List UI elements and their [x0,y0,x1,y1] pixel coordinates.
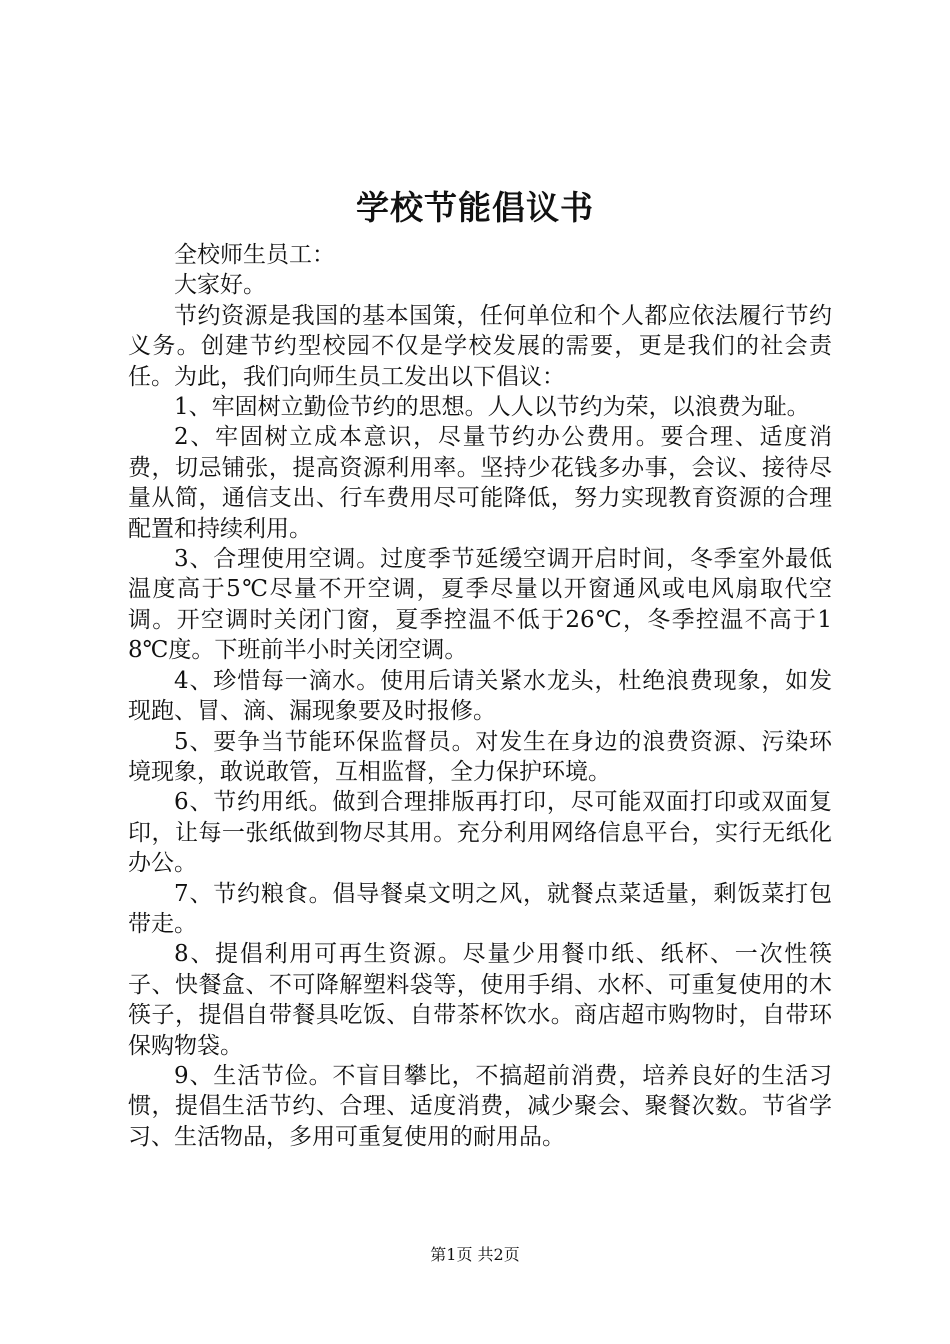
paragraph-item-8: 8、提倡利用可再生资源。尽量少用餐巾纸、纸杯、一次性筷子、快餐盒、不可降解塑料袋等，使用手绢、水杯、可重复使用的木筷子，提倡自带餐具吃饭、自带茶杯饮水。商店超市购物时，自带环保购物袋。 [128,941,832,1059]
paragraph-item-2: 2、牢固树立成本意识，尽量节约办公费用。要合理、适度消费，切忌铺张，提高资源利用率。坚持少花钱多办事，会议、接待尽量从简，通信支出、行车费用尽可能降低，努力实现教育资源的合理配置和持续利用。 [128,424,832,542]
paragraph-item-4: 4、珍惜每一滴水。使用后请关紧水龙头，杜绝浪费现象，如发现跑、冒、滴、漏现象要及时报修。 [128,667,832,725]
paragraph-item-9: 9、生活节俭。不盲目攀比，不搞超前消费，培养良好的生活习惯，提倡生活节约、合理、适度消费，减少聚会、聚餐次数。节省学习、生活物品，多用可重复使用的耐用品。 [128,1062,832,1150]
salutation: 全校师生员工： [174,242,335,268]
page-footer: 第1页 共2页 [430,1245,520,1264]
paragraph-item-7: 7、节约粮食。倡导餐桌文明之风，就餐点菜适量，剩饭菜打包带走。 [128,880,832,937]
document-body [128,240,832,1152]
greeting: 大家好。 [174,272,266,299]
paragraph-item-1: 1、牢固树立勤俭节约的思想。人人以节约为荣，以浪费为耻。 [174,394,810,421]
paragraph-item-5: 5、要争当节能环保监督员。对发生在身边的浪费资源、污染环境现象，敢说敢管，互相监督，全力保护环境。 [128,728,832,785]
paragraph-intro: 节约资源是我国的基本国策，任何单位和个人都应依法履行节约义务。创建节约型校园不仅是学校发展的需要，更是我们的社会责任。为此，我们向师生员工发出以下倡议： [128,302,832,390]
paragraph-item-3: 3、合理使用空调。过度季节延缓空调开启时间，冬季室外最低温度高于5℃尽量不开空调，夏季尽量以开窗通风或电风扇取代空调。开空调时关闭门窗，夏季控温不低于26℃，冬季控温不高于18℃度。下班前半小时关闭空调。 [128,546,832,664]
page-title: 学校节能倡议书 [356,188,594,227]
paragraph-item-6: 6、节约用纸。做到合理排版再打印，尽可能双面打印或双面复印，让每一张纸做到物尽其用。充分利用网络信息平台，实行无纸化办公。 [128,789,832,877]
